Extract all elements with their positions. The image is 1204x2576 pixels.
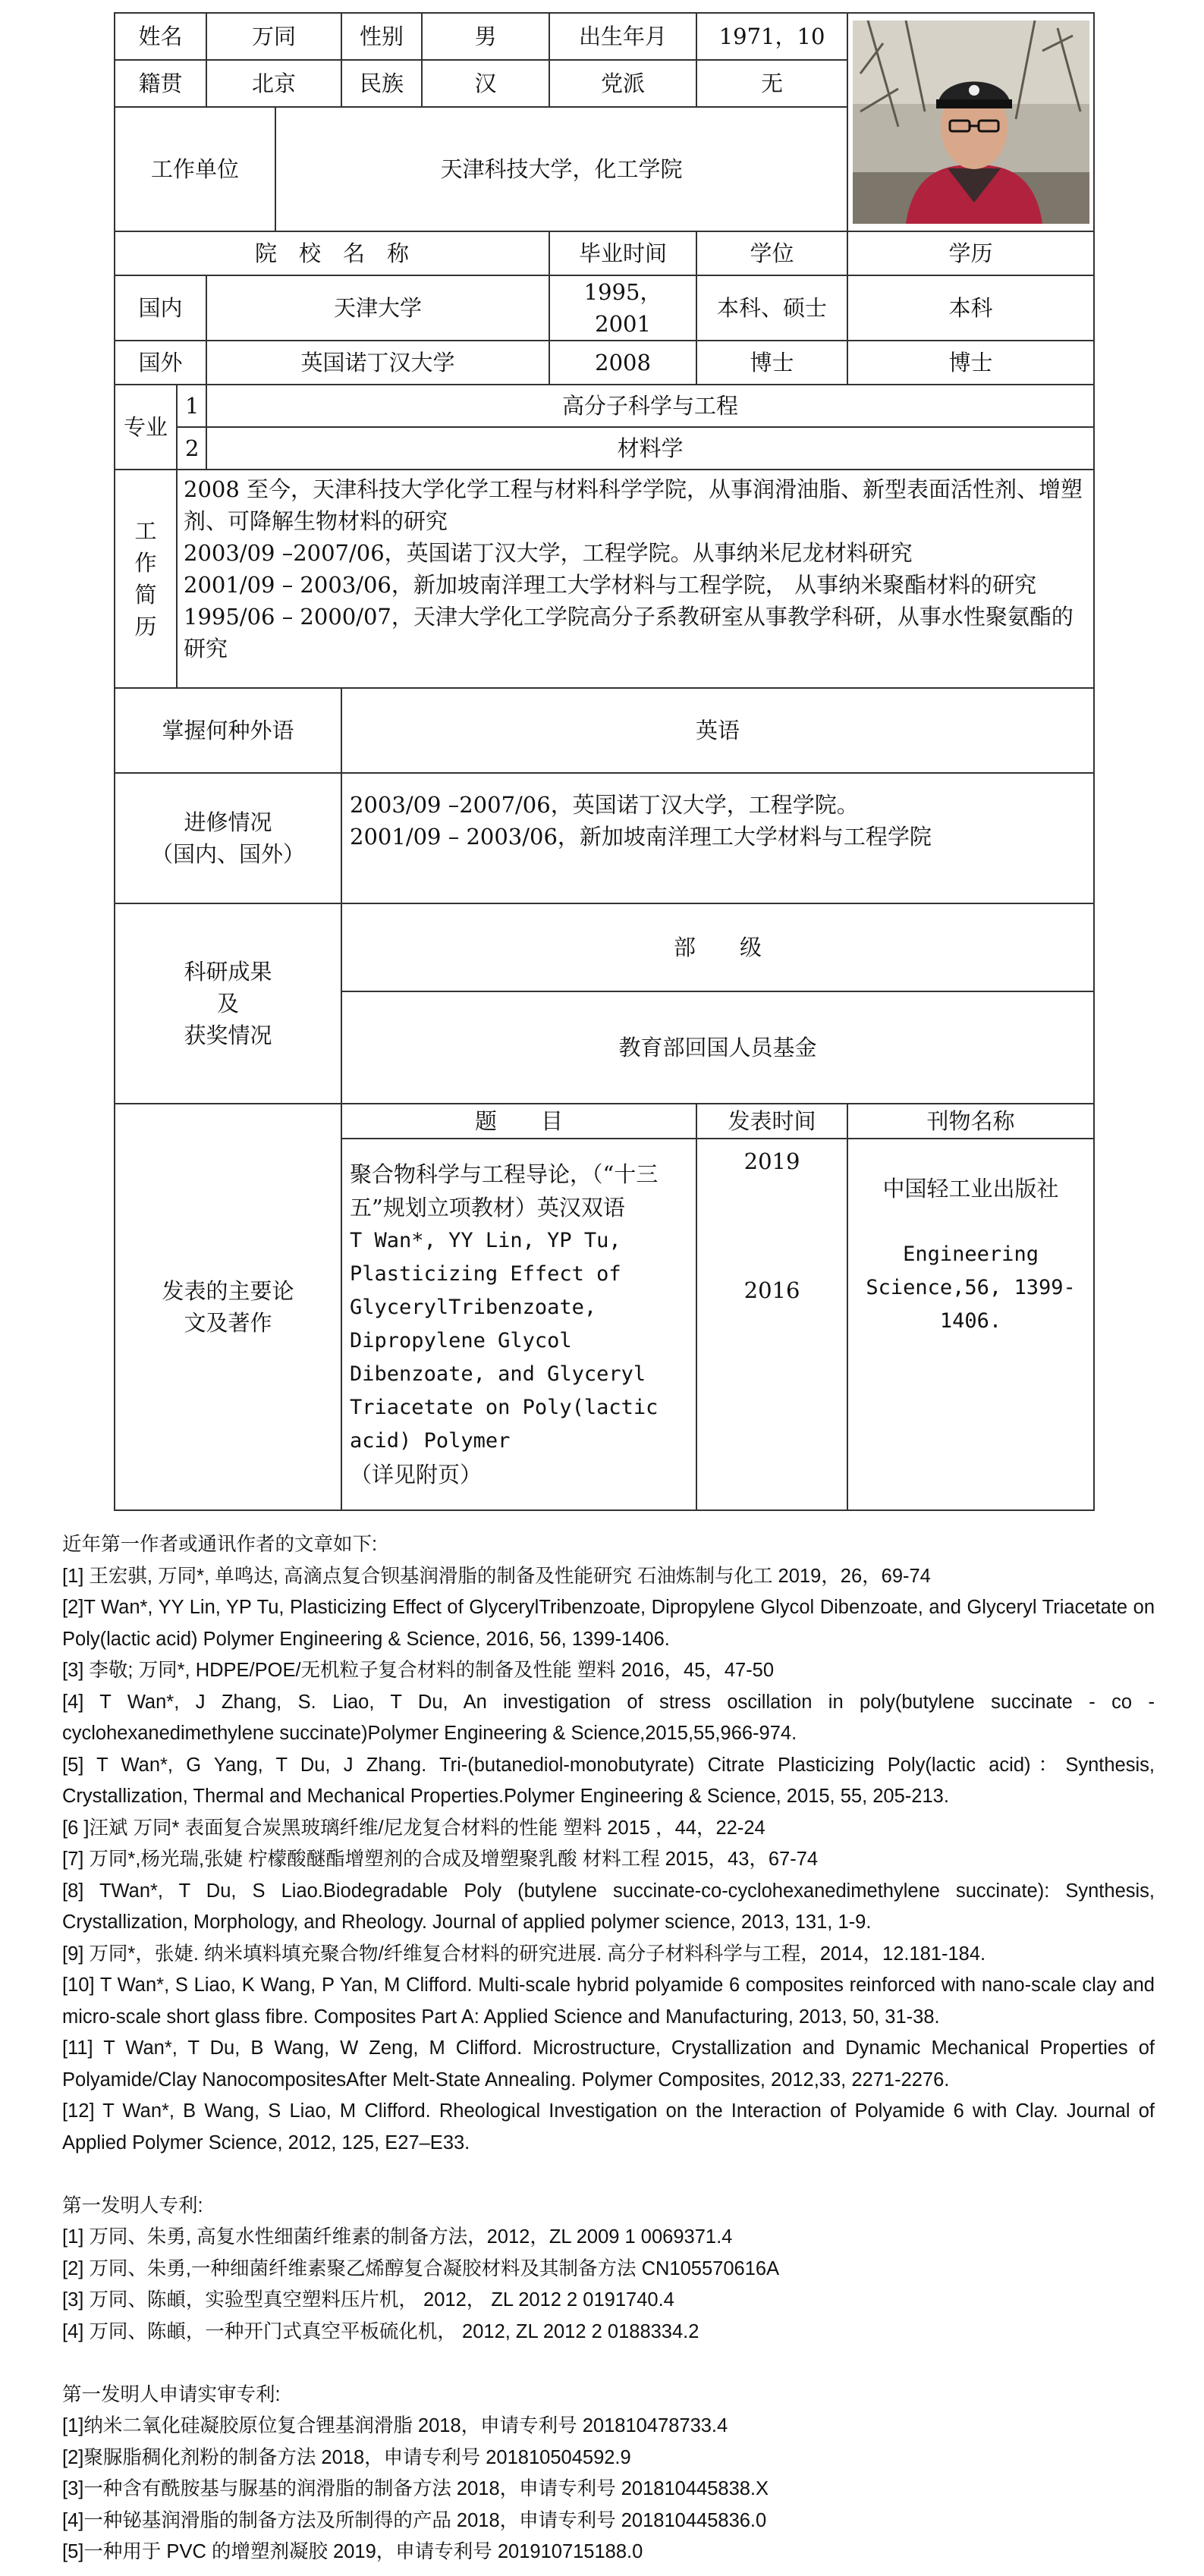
paper-item: [11] T Wan*, T Du, B Wang, W Zeng, M Clifford. Microstructure, Crystallization and Dynamic Mechanical Properties of Polyamide/Clay NanocompositesAfter Melt-State Annealing. Polymer Composites, 2012,33, 2271-2276. (62, 2037, 1155, 2091)
language-label: 掌握何种外语 (115, 688, 341, 773)
edu-header-school: 院 校 名 称 (115, 231, 549, 275)
work-history-line: 2003/09 –2007/06，英国诺丁汉大学，工程学院。从事纳米尼龙材料研究 (184, 540, 913, 567)
paper-item: [12] T Wan*, B Wang, S Liao, M Clifford. Rheological Investigation on the Interaction of Polyamide 6 with Clay. Journal of Applied Polymer Science, 2012, 125, E27–E33. (62, 2100, 1155, 2153)
ethnic-label: 民族 (341, 60, 422, 107)
paper-item: [1] 王宏骐, 万同*, 单鸣达, 高滴点复合钡基润滑脂的制备及性能研究 石油炼制与化工 2019，26，69-74 (62, 1565, 931, 1587)
patents-heading: 第一发明人专利: (62, 2194, 203, 2216)
resume-table (114, 12, 1095, 1511)
work-history-label: 工 作 简 历 (115, 470, 177, 688)
edu-level: 本科 (847, 275, 1094, 341)
ethnic-value: 汉 (422, 60, 549, 107)
major-name: 高分子科学与工程 (206, 385, 1094, 427)
pub-year (696, 1139, 847, 1510)
pub-year-2: 2016 (743, 1277, 800, 1304)
pub-title-en: T Wan*, YY Lin, YP Tu, Plasticizing Effect of GlycerylTribenzoate, Dipropylene Glycol Dibenzoate, and Glyceryl Triacetate on Poly(lactic acid) Polymer (350, 1229, 659, 1453)
pub-title-note: （详见附页） (350, 1462, 483, 1488)
training-line: 2001/09 – 2003/06，新加坡南洋理工大学材料与工程学院 (350, 824, 932, 850)
major-number: 2 (177, 427, 206, 470)
edu-level: 博士 (847, 341, 1094, 385)
pub-header-journal: 刊物名称 (847, 1104, 1094, 1139)
applications-heading: 第一发明人申请实审专利: (62, 2383, 281, 2405)
patent-item: [3] 万同、陈頔，实验型真空塑料压片机， 2012， ZL 2012 2 0191740.4 (62, 2289, 674, 2311)
award-level: 部 级 (341, 903, 1094, 991)
edu-degree: 博士 (696, 341, 847, 385)
paper-item: [6 ]汪斌 万同* 表面复合炭黑玻璃纤维/尼龙复合材料的性能 塑料 2015 ，44，22-24 (62, 1817, 765, 1839)
paper-item: [5] T Wan*, G Yang, T Du, J Zhang. Tri-(butanediol-monobutyrate) Citrate Plasticizing Poly(lactic acid)：Synthesis, Crystallization, Thermal and Mechanical Properties.Polymer Engineering & Science, 2015, 55, 205-213. (62, 1754, 1155, 1807)
paper-item: [4] T Wan*, J Zhang, S. Liao, T Du, An investigation of stress oscillation in poly(butylene succinate - co - cyclohexanedimethylene succinate)Polymer Engineering & Science,2015,55,966-974. (62, 1691, 1155, 1744)
application-item: [4]一种铋基润滑脂的制备方法及所制得的产品 2018，申请专利号 201810445836.0 (62, 2509, 767, 2531)
name-value: 万同 (206, 13, 341, 60)
application-item: [5]一种用于 PVC 的增塑剂凝胶 2019，申请专利号 201910715188.0 (62, 2541, 643, 2562)
patent-item: [1] 万同、朱勇, 高复水性细菌纤维素的制备方法，2012，ZL 2009 1 0069371.4 (62, 2226, 733, 2248)
birth-label: 出生年月 (549, 13, 696, 60)
application-item: [3]一种含有酰胺基与脲基的润滑脂的制备方法 2018，申请专利号 201810445838.X (62, 2478, 769, 2499)
edu-header-year: 毕业时间 (549, 231, 696, 275)
work-history-content (177, 470, 1094, 688)
photo-cell (847, 13, 1094, 231)
paper-item: [7] 万同*,杨光瑞,张婕 柠檬酸醚酯增塑剂的合成及增塑聚乳酸 材料工程 2015，43，67-74 (62, 1849, 819, 1870)
training-content (341, 773, 1094, 903)
paper-item: [2]T Wan*, YY Lin, YP Tu, Plasticizing Effect of GlycerylTribenzoate, Dipropylene Glycol Dibenzoate, and Glyceryl Triacetate on Poly(lactic acid) Polymer Engineering & Science, 2016, 56, 1399-1406. (62, 1597, 1155, 1650)
pub-title (341, 1139, 696, 1510)
pub-journal-2: Engineering Science,56, 1399-1406. (866, 1242, 1076, 1334)
gender-label: 性别 (341, 13, 422, 60)
awards-label: 科研成果 及 获奖情况 (115, 903, 341, 1104)
publications-label: 发表的主要论 文及著作 (115, 1104, 341, 1510)
major-number: 1 (177, 385, 206, 427)
party-label: 党派 (549, 60, 696, 107)
major-name: 材料学 (206, 427, 1094, 470)
pub-header-title: 题 目 (341, 1104, 696, 1139)
edu-header-level: 学历 (847, 231, 1094, 275)
papers-heading: 近年第一作者或通讯作者的文章如下: (62, 1534, 378, 1555)
paper-item: [9] 万同*，张婕. 纳米填料填充聚合物/纤维复合材料的研究进展. 高分子材料科学与工程，2014，12.181-184. (62, 1943, 986, 1965)
edu-header-degree: 学位 (696, 231, 847, 275)
birth-value: 1971，10 (696, 13, 847, 60)
work-history-line: 2001/09 – 2003/06，新加坡南洋理工大学材料与工程学院， 从事纳米聚酯材料的研究 (184, 572, 1037, 598)
pub-journal-1: 中国轻工业出版社 (882, 1176, 1059, 1202)
application-item: [1]纳米二氧化硅凝胶原位复合锂基润滑脂 2018，申请专利号 201810478733.4 (62, 2415, 728, 2436)
paper-item: [10] T Wan*, S Liao, K Wang, P Yan, M Clifford. Multi-scale hybrid polyamide 6 composites reinforced with nano-scale clay and micro-scale short glass fibre. Composites Part A: Applied Science and Manufacturing, 2013, 50, 31-38. (62, 1974, 1155, 2028)
major-label: 专业 (115, 385, 177, 470)
award-item: 教育部回国人员基金 (341, 991, 1094, 1104)
name-label: 姓名 (115, 13, 206, 60)
work-history-line: 1995/06 – 2000/07，天津大学化工学院高分子系教研室从事教学科研，从事水性聚氨酯的研究 (184, 604, 1074, 662)
edu-year: 1995，2001 (549, 275, 696, 341)
work-unit-label: 工作单位 (115, 107, 275, 231)
patent-item: [4] 万同、陈頔，一种开门式真空平板硫化机， 2012, ZL 2012 2 0188334.2 (62, 2320, 699, 2342)
party-value: 无 (696, 60, 847, 107)
native-value: 北京 (206, 60, 341, 107)
training-line: 2003/09 –2007/06，英国诺丁汉大学，工程学院。 (350, 792, 859, 818)
pub-year-1: 2019 (743, 1148, 800, 1175)
edu-degree: 本科、硕士 (696, 275, 847, 341)
pub-header-year: 发表时间 (696, 1104, 847, 1139)
native-label: 籍贯 (115, 60, 206, 107)
edu-region: 国内 (115, 275, 206, 341)
work-unit-value: 天津科技大学，化工学院 (275, 107, 847, 231)
pub-title-cn: 聚合物科学与工程导论，（“十三五”规划立项教材）英汉双语 (350, 1161, 659, 1221)
patent-item: [2] 万同、朱勇,一种细菌纤维素聚乙烯醇复合凝胶材料及其制备方法 CN105570616A (62, 2257, 780, 2279)
training-label: 进修情况 （国内、国外） (115, 773, 341, 903)
paper-item: [8] TWan*, T Du, S Liao.Biodegradable Poly (butylene succinate-co-cyclohexanedimethylene succinate): Synthesis, Crystallization, Morphology, and Rheology. Journal of applied polymer science, 2013, 131, 1-9. (62, 1880, 1155, 1933)
portrait-photo (853, 20, 1089, 224)
appendix (62, 1529, 1155, 2568)
gender-value: 男 (422, 13, 549, 60)
edu-year: 2008 (549, 341, 696, 385)
pub-journal (847, 1139, 1094, 1510)
edu-school: 英国诺丁汉大学 (206, 341, 549, 385)
edu-school: 天津大学 (206, 275, 549, 341)
paper-item: [3] 李敬; 万同*, HDPE/POE/无机粒子复合材料的制备及性能 塑料 2016，45，47-50 (62, 1660, 775, 1681)
work-history-line: 2008 至今，天津科技大学化学工程与材料科学学院，从事润滑油脂、新型表面活性剂、增塑剂、可降解生物材料的研究 (184, 476, 1083, 535)
edu-region: 国外 (115, 341, 206, 385)
language-value: 英语 (341, 688, 1094, 773)
application-item: [2]聚脲脂稠化剂粉的制备方法 2018，申请专利号 201810504592.9 (62, 2446, 631, 2468)
